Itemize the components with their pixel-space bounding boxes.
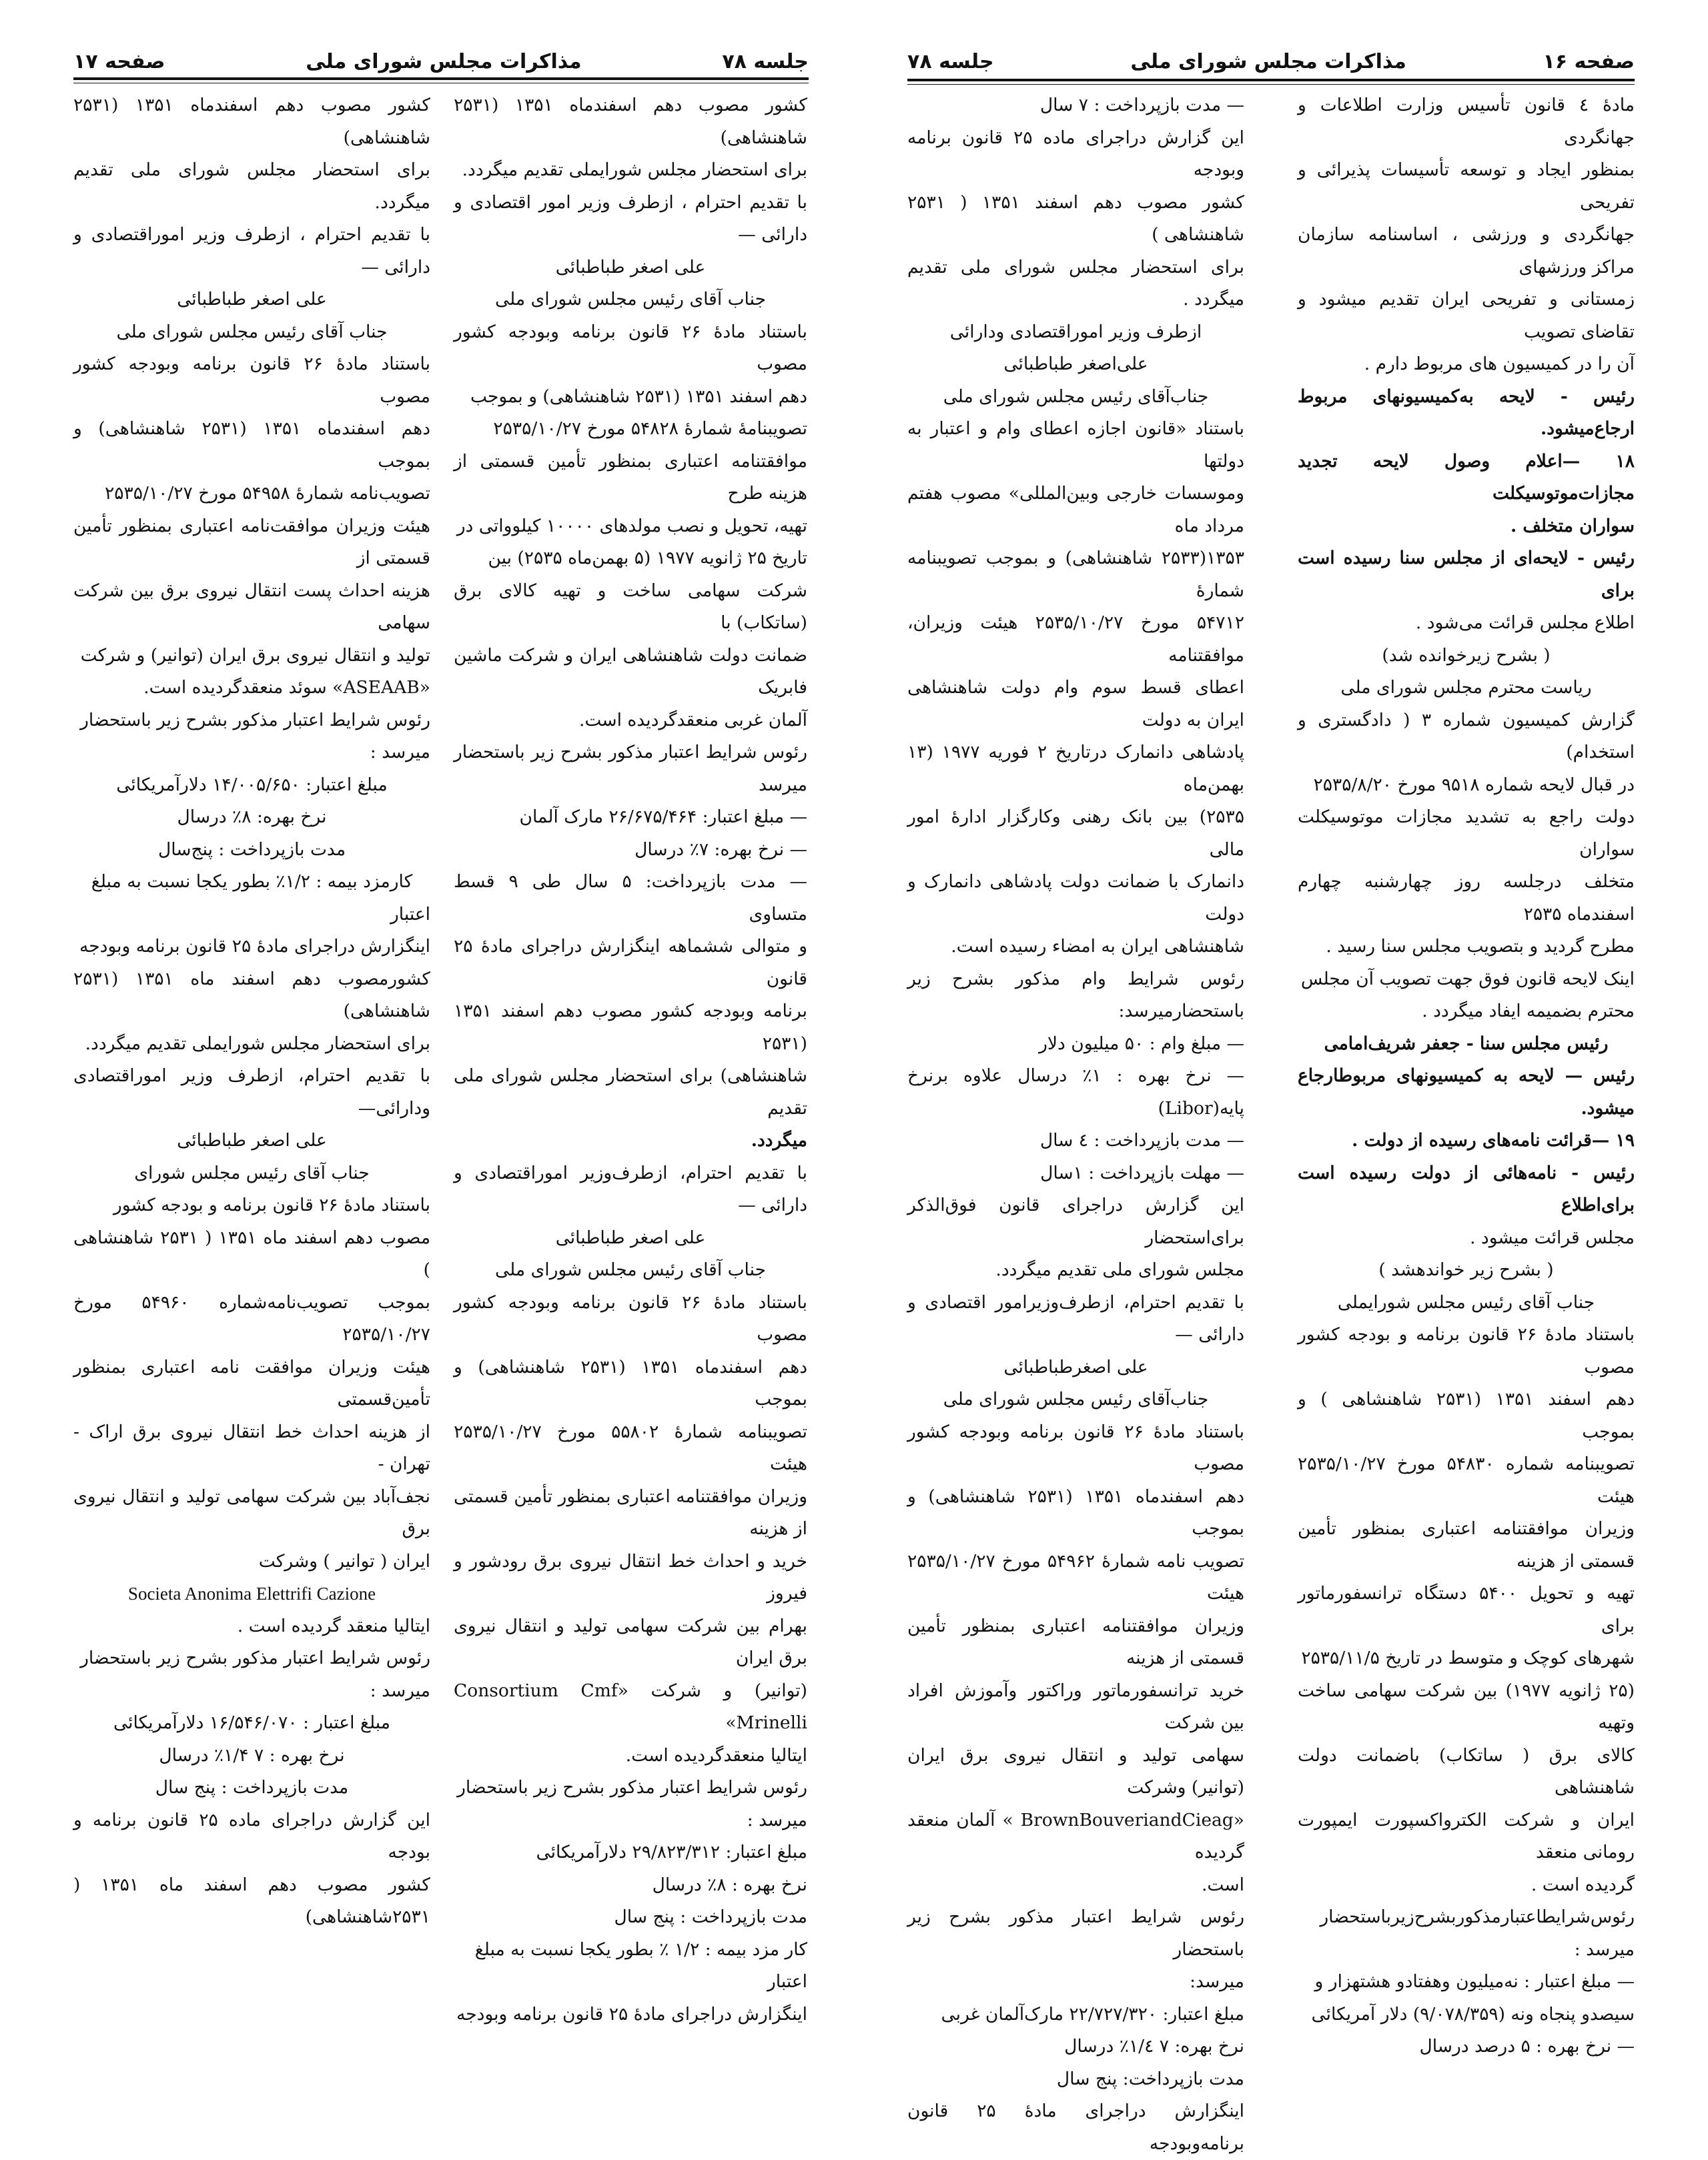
text-line: گزارش کمیسیون شماره ۳ ( دادگستری و استخدام) [1298, 709, 1635, 762]
text-line: ۱۳۵۳(۲۵۳۳ شاهنشاهی) و بموجب تصویبنامه شمارهٔ [907, 548, 1244, 601]
text-line: «BrownBouveriandCieag » آلمان منعقد گردیده [907, 1809, 1244, 1862]
text-line: نجف‌آباد بین شرکت سهامی تولید و انتقال نیروی برق [73, 1486, 430, 1539]
text-column-left [907, 89, 1245, 2154]
text-line: — مدت بازپرداخت : ۷ سال [1039, 95, 1244, 115]
session-label: جلسه ۷۸ [722, 49, 809, 73]
text-line: سهامی تولید و انتقال نیروی برق ایران (توانیر) وشرکت [907, 1744, 1244, 1798]
text-line: ریاست محترم مجلس شورای ملی [1340, 677, 1592, 698]
text-line: اینگزارش دراجرای مادهٔ ۲۵ قانون برنامه وبودجه [456, 2003, 807, 2025]
text-line: شاهنشاهی ایران به امضاء رسیده است. [951, 936, 1244, 957]
text-line: میرسد : [747, 1809, 807, 1830]
text-line: وزیران موافقتنامه اعتباری بمنظور تأمین قسمتی از هزینه [907, 1615, 1244, 1668]
text-line: برای استحضار مجلس شورایملی تقدیم میگردد. [85, 1033, 430, 1054]
page-header [73, 45, 809, 77]
text-line: باستناد مادهٔ ۲۶ قانون برنامه و بودجه کشور مصوب [1298, 1324, 1635, 1378]
text-line: آلمان غربی منعقدگردیده است. [578, 709, 807, 730]
page-number: صفحه ۱۷ [73, 49, 165, 73]
text-line: آن را در کمیسیون های مربوط دارم . [1364, 354, 1635, 374]
text-line: ضمانت دولت شاهنشاهی ایران و شرکت ماشین فابریک [454, 644, 807, 698]
text-line: دهم اسفند ۱۳۵۱ (۲۵۳۱ شاهنشاهی) و بموجب [470, 386, 807, 407]
text-line: است. [1201, 1874, 1244, 1895]
text-line: میرسد: [1190, 1971, 1244, 1992]
text-line: دهم اسفندماه ۱۳۵۱ (۲۵۳۱ شاهنشاهی) و بموجب [454, 1356, 808, 1410]
text-line: علی اصغر طباطبائی [555, 1227, 706, 1248]
text-line: باستناد مادهٔ ۲۶ قانون برنامه وبودجه کشور مصوب [907, 1421, 1244, 1474]
text-line: میرسد : [370, 1680, 430, 1701]
text-line: شهرهای کوچک و متوسط در تاریخ ۲۵۳۵/۱۱/۵ [1301, 1648, 1635, 1668]
text-line: خرید و احداث خط انتقال نیروی برق رودشور و فیروز [454, 1550, 807, 1604]
text-line: کشورمصوب دهم اسفند ماه ۱۳۵۱ (۲۵۳۱ شاهنشاهی) [73, 968, 430, 1021]
text-line: سیصدو پنجاه ونه (۹/۰۷۸/۳۵۹) دلار آمریکائی [1311, 2003, 1635, 2025]
header-rule [73, 77, 809, 80]
text-line: کشور مصوب دهم اسفندماه ۱۳۵۱ (۲۵۳۱ شاهنشاهی) [454, 95, 807, 148]
text-line: متخلف درجلسه روز چهارشنبه چهارم اسفندماه ۲۵۳۵ [1298, 871, 1635, 925]
text-line: تاریخ ۲۵ ژانویه ۱۹۷۷ (۵ بهمن‌ماه ۲۵۳۵) بین [488, 548, 807, 568]
text-line: تولید و انتقال نیروی برق ایران (توانیر) و شرکت [80, 644, 430, 666]
text-line: این گزارش دراجرای قانون فوق‌الذکر برای‌استحضار [907, 1195, 1244, 1248]
text-line: اینگزارش دراجرای مادهٔ ۲۵ قانون برنامه‌وبودجه [907, 2101, 1244, 2154]
text-line: با تقدیم احترام، ازطرف‌وزیرامور اقتصادی و دارائی — [907, 1291, 1244, 1345]
text-line: — مبلغ اعتبار: ۲۶/۶۷۵/۴۶۴ مارک آلمان [519, 806, 807, 827]
text-line: کشور مصوب دهم اسفند ماه ۱۳۵۱ ( ۲۵۳۱شاهنشاهی) [73, 1874, 430, 1927]
text-line: ( بشرح زیر خواندهشد ) [1378, 1259, 1554, 1280]
text-line: رئیس - نامه‌هائی از دولت رسیده است برای‌اطلاع [1298, 1162, 1635, 1215]
text-line: با تقدیم احترام، ازطرف‌وزیر اموراقتصادی و دارائی — [454, 1162, 807, 1215]
text-line: در قبال لایحه شماره ۹۵۱۸ مورخ ۲۵۳۵/۸/۲۰ [1313, 774, 1635, 795]
page-number: صفحه ۱۶ [1543, 49, 1635, 73]
text-line: (۲۵ ژانویه ۱۹۷۷) بین شرکت سهامی ساخت وتهیه [1298, 1680, 1635, 1733]
text-line: — مبلغ وام : ۵۰ میلیون دلار [1039, 1033, 1244, 1054]
text-line: رئوس شرایط وام مذکور بشرح زیر باستحضارمیرسد: [907, 968, 1244, 1021]
text-line: رئوس شرایط اعتبار مذکور بشرح زیر باستحضار [457, 1777, 807, 1798]
text-line: هزینه احداث پست انتقال نیروی برق بین شرکت سهامی [73, 580, 430, 633]
text-line: مدت بازپرداخت : پنج سال [614, 1907, 807, 1927]
text-line: گردیده است . [1531, 1874, 1635, 1895]
text-line: — مهلت بازپرداخت : ۱سال [1040, 1162, 1244, 1183]
text-line: کار مزد بیمه : ۱/۲ ٪ بطور یکجا نسبت به مبلغ [474, 1939, 807, 1960]
text-line: و متوالی ششماهه اینگزارش دراجرای مادهٔ ۲۵ قانون [454, 936, 807, 989]
text-line: تصویب نامه شمارهٔ ۵۴۹۶۲ مورخ ۲۵۳۵/۱۰/۲۷ هیئت [907, 1550, 1244, 1604]
text-line: سواران متخلف . [1510, 515, 1635, 536]
text-line: — مدت بازپرداخت : ٤ سال [1039, 1130, 1244, 1151]
text-line: با تقدیم احترام ، ازطرف وزیر امور اقتصادی و دارائی — [454, 191, 807, 245]
text-line: ۲۵۳۵) بین بانک رهنی وکارگزار ادارهٔ امور مالی [907, 806, 1244, 860]
text-line: — نرخ بهره: ۷٪ درسال [634, 839, 807, 860]
page-16 [854, 0, 1708, 2154]
text-line: علی اصغرطباطبائی [1003, 1356, 1148, 1378]
text-line: اعتبار [390, 903, 430, 925]
text-line: «ASEAAB» سوئد منعقدگردیده است. [143, 677, 430, 698]
text-line: ایتالیا منعقد گردیده است . [237, 1615, 430, 1636]
text-column-right [1298, 89, 1635, 2057]
text-line: دانمارک با ضمانت دولت پادشاهی دانمارک و دولت [907, 871, 1244, 925]
text-line: (توانیر) و شرکت «Consortium Cmf Mrinelli» [454, 1680, 808, 1733]
text-line: نرخ بهره : ۸٪ درسال [652, 1874, 807, 1895]
text-line: — مبلغ اعتبار : نه‌میلیون وهفتادو هشتهزار و [1314, 1971, 1635, 1992]
text-line: ( بشرح زیرخوانده شد) [1382, 644, 1551, 666]
publication-title: مذاکرات مجلس شورای ملی [1130, 49, 1406, 73]
text-line: رئیس - لایحه به‌کمیسیونهای مربوط ارجاع‌میشود. [1298, 386, 1635, 439]
text-line: میرسد : [370, 742, 430, 762]
text-line: شرکت سهامی ساخت و تهیه کالای برق (ساتکاب) با [454, 580, 807, 633]
text-line: دهم اسفندماه ۱۳۵۱ (۲۵۳۱ شاهنشاهی) و بموجب [907, 1486, 1245, 1539]
text-line: مبلغ اعتبار: ۱۴/۰۰۵/۶۵۰ دلارآمریکائی [116, 774, 388, 795]
text-line: اینگزارش دراجرای مادهٔ ۲۵ قانون برنامه وبودجه [79, 936, 430, 957]
text-line: ایران ( توانیر ) وشرکت [258, 1550, 430, 1572]
text-line: دولت راجع به تشدید مجازات موتوسیکلت سواران [1298, 806, 1635, 860]
text-line: وموسسات خارجی وبین‌المللی» مصوب هفتم مرداد ماه [907, 483, 1244, 536]
text-line: هیئت وزیران موافقت نامه اعتباری بمنظور تأمین‌قسمتی [73, 1356, 430, 1410]
text-line: مادهٔ ٤ قانون تأسیس وزارت اطلاعات و جهانگردی [1298, 95, 1635, 148]
text-line: کشور مصوب دهم اسفندماه ۱۳۵۱ (۲۵۳۱ شاهنشاهی) [73, 95, 430, 148]
text-line: با تقدیم احترام ، ازطرف وزیر اموراقتصادی و دارائی — [73, 224, 430, 278]
text-line: مطرح گردید و بتصویب مجلس سنا رسید . [1326, 936, 1635, 957]
text-line: کارمزد بیمه : ۱/۲٪ بطور یکجا نسبت به مبلغ [91, 871, 413, 892]
header-rule-thin [907, 84, 1635, 85]
text-line: مجلس قرائت میشود . [1470, 1227, 1635, 1248]
text-line: مدت بازپرداخت : پنج سال [155, 1777, 349, 1798]
text-line: پادشاهی دانمارک درتاریخ ۲ فوریه ۱۹۷۷ (۱۳ بهمن‌ماه [907, 742, 1244, 795]
text-line: با تقدیم احترام، ازطرف وزیر اموراقتصادی ودارائی— [73, 1065, 430, 1119]
text-line: ایتالیا منعقدگردیده است. [625, 1744, 807, 1766]
text-line: باستناد مادهٔ ۲۶ قانون برنامه و بودجه کشور [113, 1195, 430, 1215]
text-line: موافقتنامه اعتباری بمنظور تأمین قسمتی از هزینه طرح [454, 450, 807, 504]
header-rule [907, 79, 1635, 81]
text-line: مدت بازپرداخت : پنج‌سال [157, 839, 346, 860]
text-line: کشور مصوب دهم اسفند ۱۳۵۱ ( ۲۵۳۱ شاهنشاهی ) [907, 191, 1244, 245]
text-line: جناب آقای رئیس مجلس شورای ملی [494, 289, 767, 310]
text-line: جناب‌آقای رئیس مجلس شورای ملی [943, 1389, 1209, 1410]
text-line: برنامه وبودجه کشور مصوب دهم اسفند ۱۳۵۱ (۲۵۳۱ [454, 1001, 807, 1054]
text-line: برای استحضار مجلس شورای ملی تقدیم میگردد . [907, 256, 1244, 310]
text-line: جهانگردی و ورزشی ، اساسنامه سازمان مراکز ورزشهای [1298, 224, 1635, 278]
text-line: بمنظور ایجاد و توسعه تأسیسات پذیرائی و تفریحی [1298, 159, 1635, 213]
text-line: اعطای قسط سوم وام دولت شاهنشاهی ایران به دولت [907, 677, 1244, 730]
text-line: علی‌اصغر طباطبائی [1003, 354, 1148, 374]
text-line: ایران و شرکت الکترواکسپورت ایمپورت رومانی منعقد [1298, 1809, 1635, 1862]
text-line: وزیران موافقتنامه اعتباری بمنظور تأمین قسمتی از هزینه [454, 1486, 807, 1539]
text-line: نرخ بهره: ۷ ۱/٤٪ درسال [1064, 2036, 1244, 2057]
text-line: رئوس شرایط اعتبار مذکور بشرح زیر باستحضار [80, 1648, 430, 1668]
text-line: وزیران موافقتنامه اعتباری بمنظور تأمین قسمتی از هزینه [1298, 1518, 1635, 1572]
text-line: میگردد. [751, 1130, 807, 1151]
text-line: مصوب دهم اسفند ماه ۱۳۵۱ ( ۲۵۳۱ شاهنشاهی ) [73, 1227, 431, 1280]
text-line: نرخ بهره: ۸٪ درسال [177, 806, 327, 827]
text-line: — نرخ بهره : ۱٪ درسال علاوه برنرخ پایه(Libor) [907, 1065, 1244, 1119]
text-line: رئوس شرایط اعتبار مذکور بشرح زیر باستحضار [907, 1907, 1244, 1960]
text-line: ۱۹ —قرائت نامه‌های رسیده از دولت . [1352, 1130, 1635, 1151]
text-line: هیئت وزیران موافقت‌نامه اعتباری بمنظور تأمین قسمتی از [73, 515, 430, 568]
text-line: جناب آقای رئیس مجلس شورای ملی [494, 1259, 767, 1280]
text-line: مبلغ اعتبار : ۱۶/۵۴۶/۰۷۰ دلارآمریکائی [113, 1712, 390, 1733]
text-line: زمستانی و تفریحی ایران تقدیم میشود و تقاضای تصویب [1298, 289, 1635, 342]
text-line: اطلاع مجلس قرائت می‌شود . [1415, 612, 1635, 633]
text-line: نرخ بهره : ۷ ۱/۴٪ درسال [159, 1744, 345, 1766]
text-line: تهیه و تحویل ۵۴۰۰ دستگاه ترانسفورماتور برای [1298, 1583, 1635, 1636]
text-line: باستناد مادهٔ ۲۶ قانون برنامه وبودجه کشور مصوب [73, 354, 430, 407]
text-line: تصویبنامهٔ شمارهٔ ۵۴۸۲۸ مورخ ۲۵۳۵/۱۰/۲۷ [493, 418, 807, 439]
publication-title: مذاکرات مجلس شورای ملی [306, 49, 582, 73]
text-line: بهرام بین شرکت سهامی تولید و انتقال نیروی برق ایران [454, 1615, 807, 1668]
text-column-right [454, 89, 808, 2025]
text-line: تصویبنامه شمارهٔ ۵۵۸۰۲ مورخ ۲۵۳۵/۱۰/۲۷ هیئت [454, 1421, 807, 1474]
text-line: رئیس — لایحه به کمیسیونهای مربوطارجاع میشود. [1298, 1065, 1635, 1119]
text-line: علی اصغر طباطبائی [177, 289, 327, 310]
text-line: تصویبنامه شماره ۵۴۸۳۰ مورخ ۲۵۳۵/۱۰/۲۷ هیئت [1298, 1454, 1635, 1507]
text-line: شاهنشاهی) برای استحضار مجلس شورای ملی تقدیم [454, 1065, 807, 1119]
text-line: Societa Anonima Elettrifi Cazione [127, 1584, 376, 1604]
text-line: دهم اسفندماه ۱۳۵۱ (۲۵۳۱ شاهنشاهی) و بموجب [73, 418, 431, 472]
text-line: — مدت بازپرداخت: ۵ سال طی ۹ قسط متساوی [454, 871, 808, 925]
text-line: اعتبار [767, 1971, 807, 1992]
text-line: علی اصغر طباطبائی [555, 256, 706, 278]
text-line: جناب آقای رئیس مجلس شورای [134, 1162, 370, 1183]
text-line: تهیه، تحویل و نصب مولدهای ۱۰۰۰۰ کیلوواتی در [456, 515, 807, 536]
text-line: دهم اسفند ۱۳۵۱ (۲۵۳۱ شاهنشاهی ) و بموجب [1298, 1389, 1635, 1442]
text-line: محترم بضمیمه ایفاد میگردد . [1422, 1001, 1635, 1021]
text-line: رئوس‌شرایطاعتبارمذکوربشرح‌زیرباستحضار میرسد : [1320, 1907, 1635, 1960]
text-line: اینک لایحه قانون فوق جهت تصویب آن مجلس [1300, 968, 1635, 989]
text-line: ۱۸ —اعلام وصول لایحه تجدید مجازات‌موتوسیکلت [1298, 450, 1635, 504]
text-line: این گزارش دراجرای ماده ۲۵ قانون برنامه و بودجه [73, 1809, 431, 1862]
text-line: جناب آقای رئیس مجلس شورای ملی [116, 321, 388, 342]
text-line: باستناد مادهٔ ۲۶ قانون برنامه وبودجه کشور مصوب [454, 321, 807, 374]
text-line: ۵۴۷۱۲ مورخ ۲۵۳۵/۱۰/۲۷ هیئت وزیران، موافقتنامه [907, 612, 1244, 666]
text-line: مدت بازپرداخت: پنج سال [1056, 2068, 1244, 2089]
text-line: خرید ترانسفورماتور وراکتور وآموزش افراد بین شرکت [907, 1680, 1244, 1733]
session-label: جلسه ۷۸ [907, 49, 994, 73]
text-line: جناب‌آقای رئیس مجلس شورای ملی [943, 386, 1209, 407]
text-line: از هزینه احداث خط انتقال نیروی برق اراک - تهران - [73, 1421, 430, 1474]
text-line: برای استحضار مجلس شورایملی تقدیم میگردد. [462, 159, 807, 180]
page-header [907, 45, 1635, 77]
text-line: مجلس شورای ملی تقدیم میگردد. [995, 1259, 1244, 1280]
text-line: — نرخ بهره : ۵ درصد درسال [1419, 2036, 1635, 2057]
text-line: باستناد «قانون اجازه اعطای وام و اعتبار به دولتها [907, 418, 1244, 472]
text-line: علی اصغر طباطبائی [177, 1130, 327, 1151]
text-line: بموجب تصویب‌نامه‌شماره ۵۴۹۶۰ مورخ ۲۵۳۵/۱۰/۲۷ [73, 1291, 430, 1345]
page-17 [0, 0, 854, 2025]
text-line: تصویب‌نامه شمارهٔ ۵۴۹۵۸ مورخ ۲۵۳۵/۱۰/۲۷ [105, 483, 430, 504]
text-line: کالای برق ( ساتکاب) باضمانت دولت شاهنشاهی [1298, 1744, 1635, 1798]
text-line: مبلغ اعتبار: ۲۹/۸۲۳/۳۱۲ دلارآمریکائی [536, 1842, 807, 1862]
text-line: رئوس شرایط اعتبار مذکور بشرح زیر باستحضار [80, 709, 430, 730]
text-line: برای استحضار مجلس شورای ملی تقدیم میگردد. [73, 159, 430, 213]
text-column-left [73, 89, 431, 1927]
text-line: رئیس مجلس سنا - جعفر شریف‌امامی [1324, 1033, 1609, 1054]
text-line: مبلغ اعتبار: ۲۲/۷۲۷/۳۲۰ مارک‌آلمان غربی [941, 2003, 1244, 2025]
text-line: ازطرف وزیر اموراقتصادی ودارائی [949, 321, 1202, 342]
text-line: این گزارش دراجرای ماده ۲۵ قانون برنامه وبودجه [907, 127, 1244, 180]
text-line: جناب آقای رئیس مجلس شورایملی [1337, 1291, 1595, 1313]
text-line: رئوس شرایط اعتبار مذکور بشرح زیر باستحضار میرسد [454, 742, 807, 795]
text-line: رئیس - لایحه‌ای از مجلس سنا رسیده است برای [1298, 548, 1635, 601]
text-line: باستناد مادهٔ ۲۶ قانون برنامه وبودجه کشور مصوب [454, 1291, 807, 1345]
